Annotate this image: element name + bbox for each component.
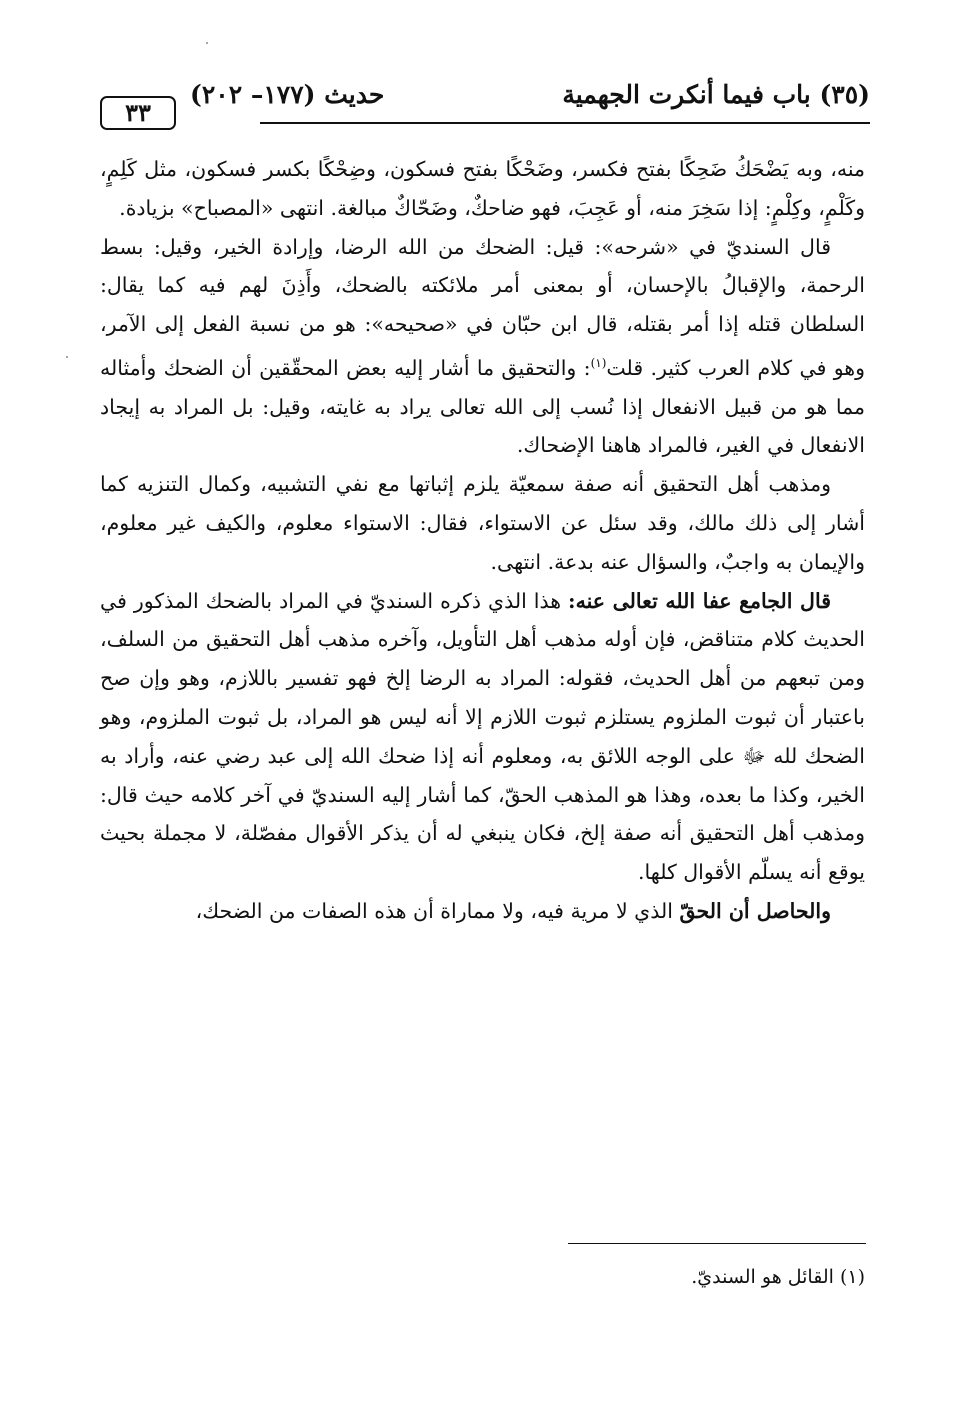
page-number: ٣٣ [100, 96, 176, 130]
page-header [100, 70, 870, 130]
paragraph-1: منه، وبه يَضْحَكُ ضَحِكًا بفتح فكسر، وضَحْكًا بفتح فسكون، وضِحْكًا بكسر فسكون، مثل كَلِمٍ، وكَلْمٍ، وكِلْمٍ: إذا سَخِرَ منه، أو عَجِبَ، فهو ضاحكٌ، وضَحّاكٌ مبالغة. انتهى «المصباح» بزيادة. [100, 157, 865, 220]
footnote-rule [568, 1243, 866, 1244]
paragraph-4-lead: قال الجامع عفا الله تعالى عنه: [568, 588, 832, 613]
paragraph-5-text: الذي لا مرية فيه، ولا مماراة أن هذه الصفات من الضحك، [195, 898, 680, 923]
paragraph-2 [100, 228, 865, 466]
hadith-range: حديث (١٧٧– ٢٠٢) [190, 80, 385, 109]
paragraph-3: ومذهب أهل التحقيق أنه صفة سمعيّة يلزم إثباتها مع نفي التشبيه، وكمال التنزيه كما أشار إلى ذلك مالك، وقد سئل عن الاستواء، فقال: الاستواء معلوم، والكيف غير معلوم، والإيمان به واجبٌ، والسؤال عنه بدعة. انتهى. [100, 472, 865, 574]
scan-speck [66, 356, 68, 358]
paragraph-2-continuation: : والتحقيق ما أشار إليه بعض المحقّقين أن الضحك وأمثاله مما هو من قبيل الانفعال إذا نُسب إلى الله تعالى يراد به غايته، وقيل: بل المراد به إيجاد الانفعال في الغير، فالمراد هاهنا الإضحاك. [100, 355, 865, 458]
footnote: (١) القائل هو السنديّ. [691, 1266, 865, 1288]
footnote-reference: (١) [590, 355, 607, 370]
chapter-title: (٣٥) باب فيما أنكرت الجهمية [562, 80, 870, 109]
paragraph-4 [100, 582, 865, 892]
scan-speck [206, 42, 208, 44]
paragraph-4-text: هذا الذي ذكره السنديّ في المراد بالضحك المذكور في الحديث كلام متناقض، فإن أوله مذهب أهل التأويل، وآخره مذهب أهل التحقيق من السلف، ومن تبعهم من أهل الحديث، فقوله: المراد به الرضا إلخ فهو تفسير باللازم، وهو وإن صح باعتبار أن ثبوت الملزوم يستلزم ثبوت اللازم إلا أنه ليس هو المراد، بل ثبوت الملزوم، وهو الضحك لله ﷻ على الوجه اللائق به، ومعلوم أنه إذا ضحك الله إلى عبد رضي عنه، وأراد به الخير، وكذا ما بعده، وهذا هو المذهب الحقّ، كما أشار إليه السنديّ في آخر كلامه حيث قال: ومذهب أهل التحقيق أنه صفة إلخ، فكان ينبغي له أن يذكر الأقوال مفصّلة، لا مجملة بحيث يوقع أنه يسلّم الأقوال كلها. [100, 588, 865, 885]
paragraph-5 [100, 892, 865, 931]
paragraph-2-text: قال السنديّ في «شرحه»: قيل: الضحك من الله الرضا، وإرادة الخير، وقيل: بسط الرحمة، والإقبالُ بالإحسان، أو بمعنى أمر ملائكته بالضحك، وأَذِنَ لهم فيه كما يقال: السلطان قتله إذا أمر بقتله، قال ابن حبّان في «صحيحه»: هو من نسبة الفعل إلى الآمر، وهو في كلام العرب كثير. قلت [100, 234, 865, 380]
main-text [100, 150, 865, 931]
header-rule [260, 122, 870, 124]
paragraph-5-lead: والحاصل أن الحقّ [679, 898, 831, 923]
